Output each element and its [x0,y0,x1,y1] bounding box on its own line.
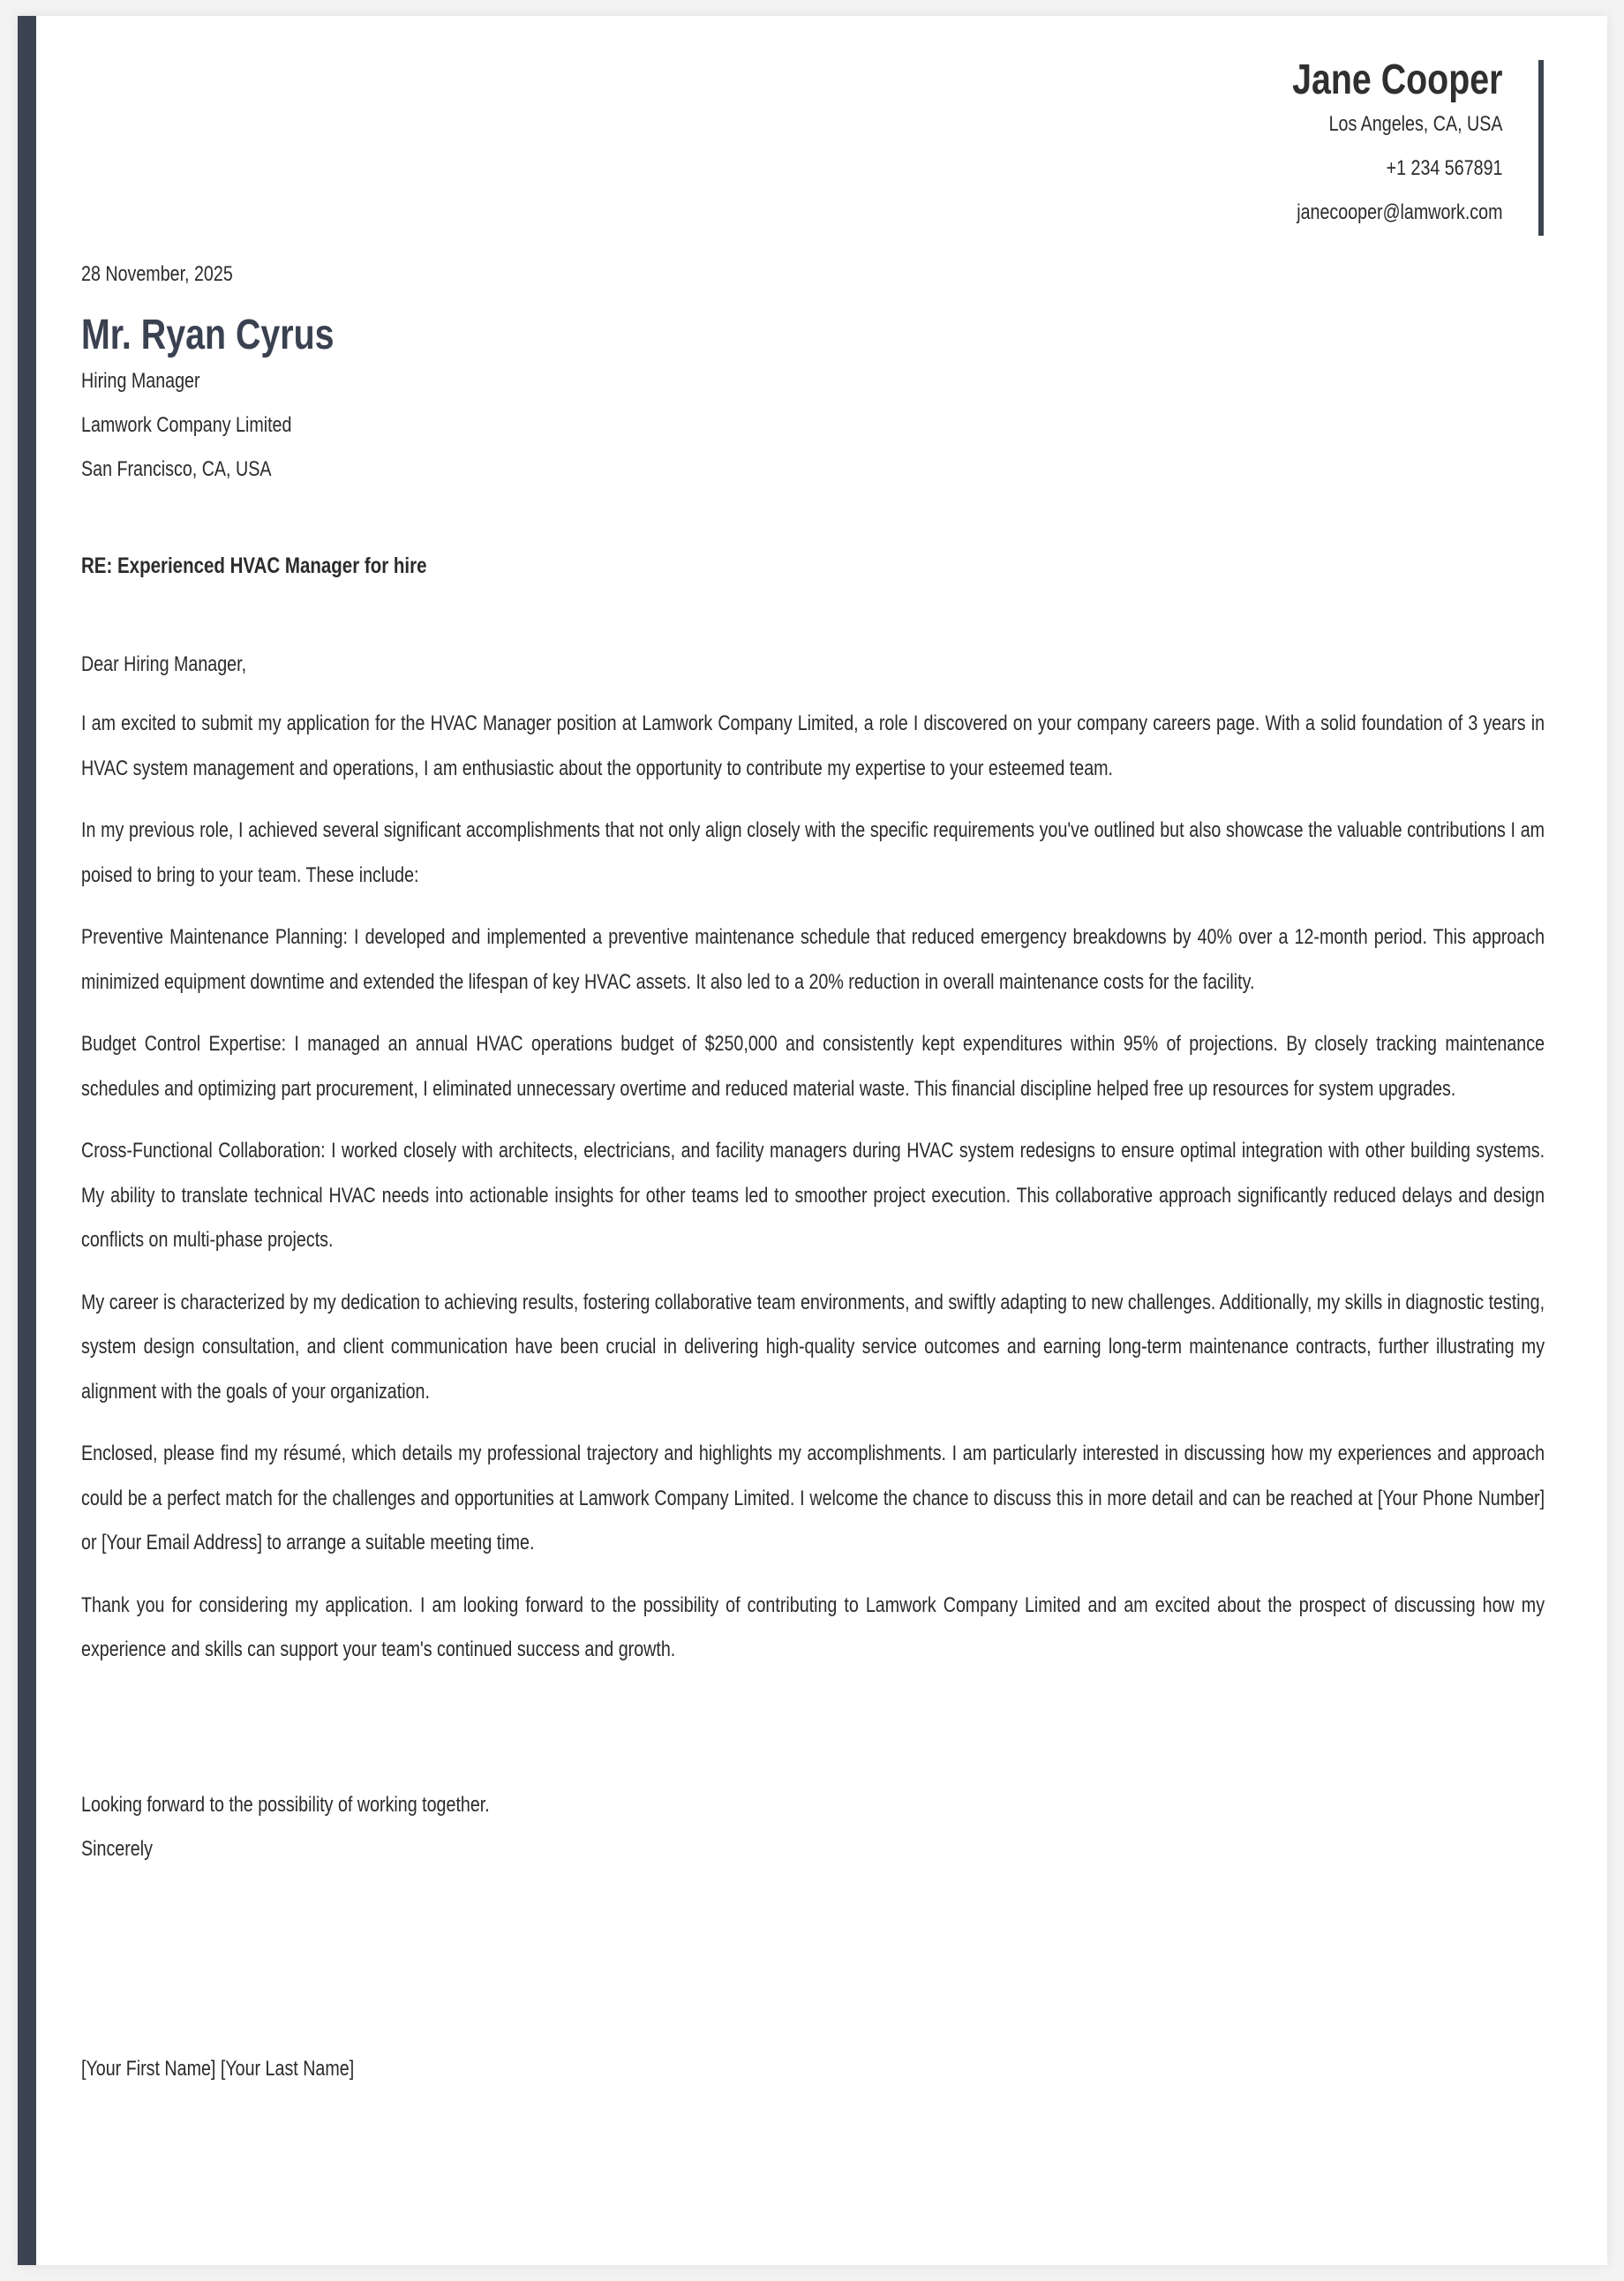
sender-email: janecooper@lamwork.com [1297,200,1503,224]
sign-off: Sincerely [81,1837,153,1861]
recipient-title: Hiring Manager [81,369,200,393]
body-paragraph: In my previous role, I achieved several significant accomplishments that not only align closely with the specific requirements you've outlined but also showcase the valuable contributions I am poised to bring to your team. These include: [81,818,1545,887]
letter-date: 28 November, 2025 [81,262,233,286]
body-paragraph: I am excited to submit my application for the HVAC Manager position at Lamwork Company Limited, a role I discovered on your company careers page. With a solid foundation of 3 years in HVAC system management and operations, I am enthusiastic about the opportunity to contribute my expertise to your esteemed team. [81,711,1545,780]
sender-location: Los Angeles, CA, USA [1328,112,1503,136]
recipient-company: Lamwork Company Limited [81,413,292,437]
letter-content [81,16,1545,2265]
subject-line: RE: Experienced HVAC Manager for hire [81,553,427,578]
body-paragraph: My career is characterized by my dedication to achieving results, fostering collaborative team environments, and swiftly adapting to new challenges. Additionally, my skills in diagnostic testing, system design consultation, and client communication have been crucial in delivering high-quality service outcomes and earning long-term maintenance contracts, further illustrating my alignment with the goals of your organization. [81,1290,1545,1404]
cover-letter-page [18,16,1607,2265]
body-paragraph: Thank you for considering my application. I am looking forward to the possibility of contributing to Lamwork Company Limited and am excited about the prospect of discussing how my experience and skills can support your team's continued success and growth. [81,1592,1545,1661]
body-paragraph: Cross-Functional Collaboration: I worked closely with architects, electricians, and facility managers during HVAC system redesigns to ensure optimal integration with other building systems. My ability to translate technical HVAC needs into actionable insights for other teams led to smoother project execution. This collaborative approach significantly reduced delays and design conflicts on multi-phase projects. [81,1139,1545,1252]
recipient-name: Mr. Ryan Cyrus [81,312,335,358]
left-accent-bar [18,16,36,2265]
sender-phone: +1 234 567891 [1386,156,1503,180]
closing-block [81,1783,490,1871]
recipient-location: San Francisco, CA, USA [81,457,272,481]
sender-header [81,16,1545,235]
body-paragraph: Preventive Maintenance Planning: I developed and implemented a preventive maintenance schedule that reduced emergency breakdowns by 40% over a 12-month period. This approach minimized equipment downtime and extended the lifespan of key HVAC assets. It also led to a 20% reduction in overall maintenance costs for the facility. [81,925,1545,994]
signature-name: [Your First Name] [Your Last Name] [81,2057,355,2081]
body-paragraph: Budget Control Expertise: I managed an annual HVAC operations budget of $250,000 and consistently kept expenditures within 95% of projections. By closely tracking maintenance schedules and optimizing part procurement, I eliminated unnecessary overtime and reduced material waste. This financial discipline helped free up resources for system upgrades. [81,1032,1545,1101]
sender-name: Jane Cooper [1292,56,1503,103]
body-paragraph: Enclosed, please find my résumé, which details my professional trajectory and highlights my accomplishments. I am particularly interested in discussing how my experiences and approach could be a perfect match for the challenges and opportunities at Lamwork Company Limited. I welcome the chance to discuss this in more detail and can be reached at [Your Phone Number] or [Your Email Address] to arrange a suitable meeting time. [81,1442,1545,1555]
closing-line: Looking forward to the possibility of working together. [81,1793,490,1817]
greeting: Dear Hiring Manager, [81,652,247,676]
letter-body [81,702,1545,1673]
